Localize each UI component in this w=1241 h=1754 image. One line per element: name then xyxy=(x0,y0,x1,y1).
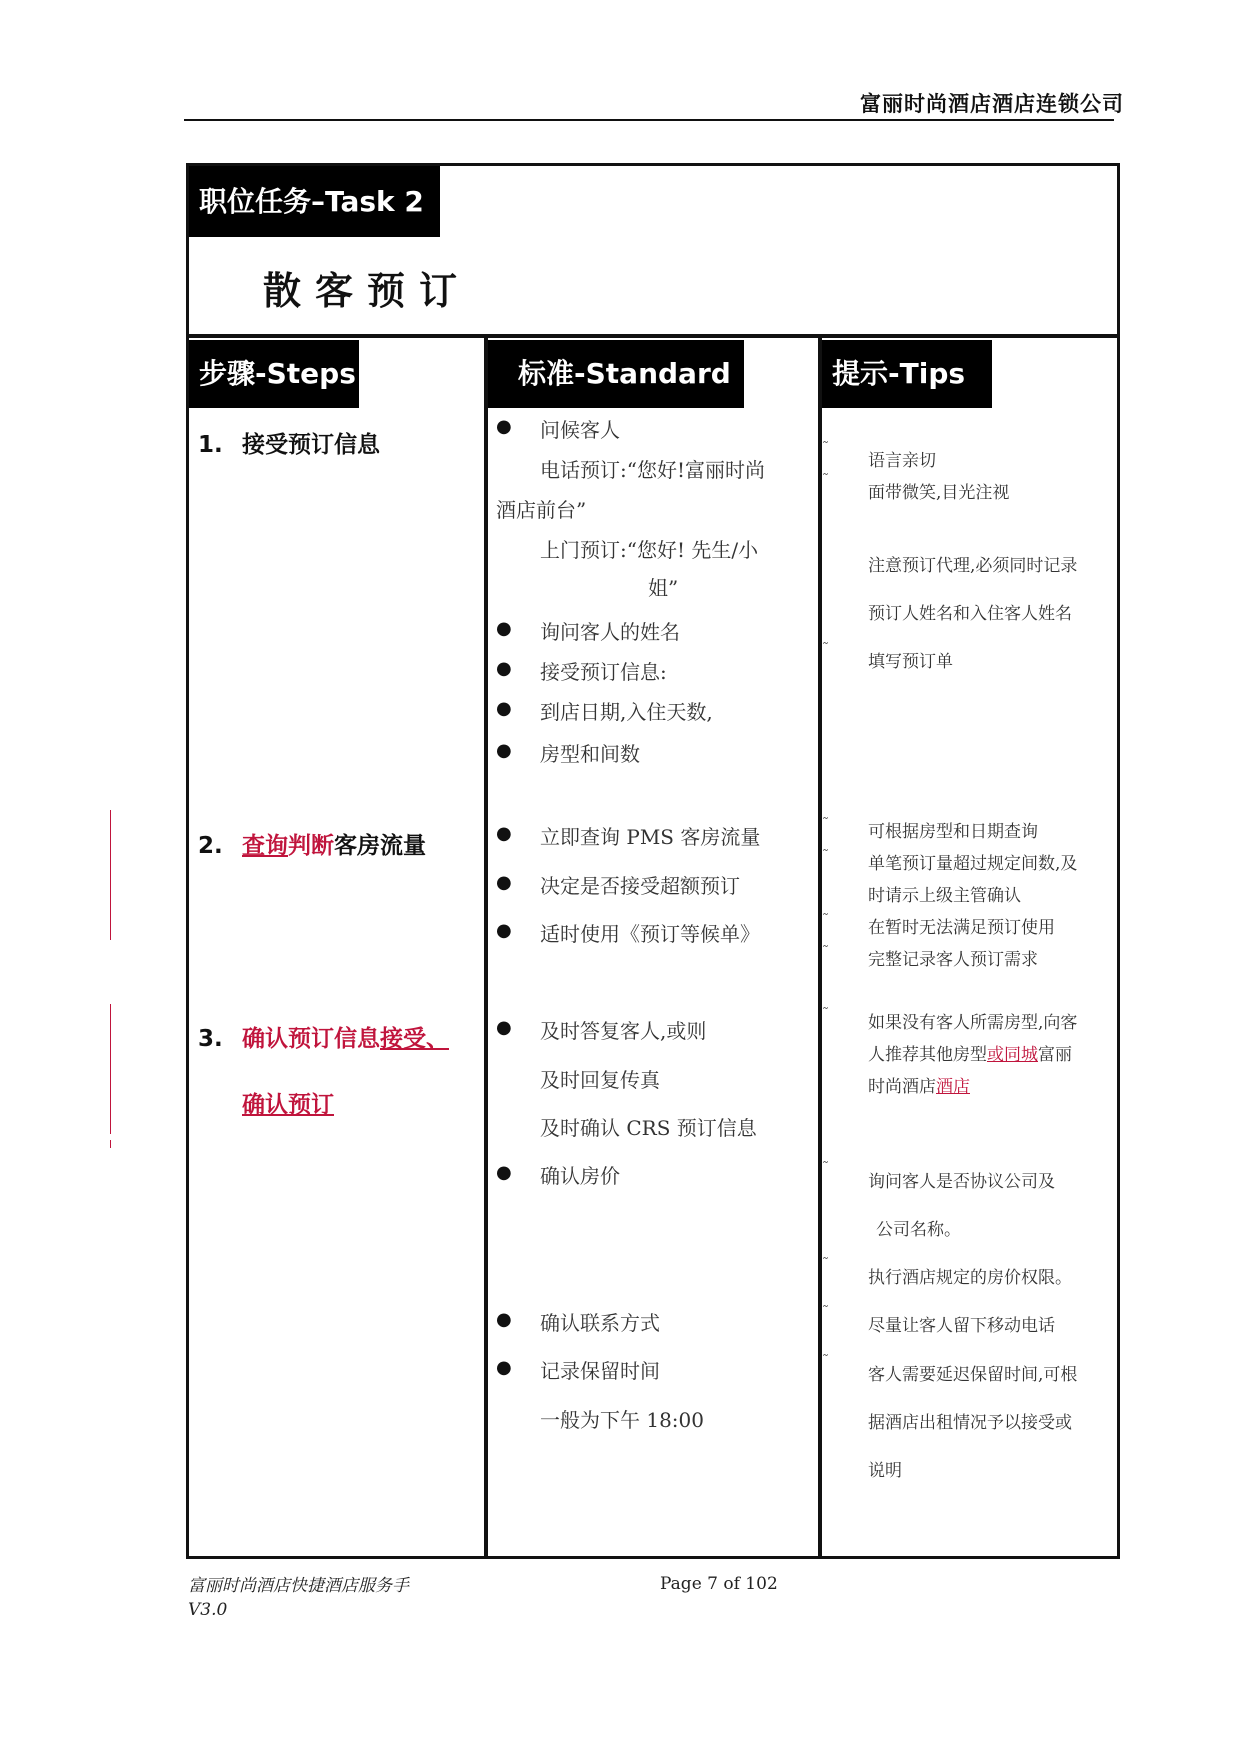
tip-hotel xyxy=(868,1072,970,1097)
tip-rate-authority: 执行酒店规定的房价权限。 xyxy=(868,1268,1072,1288)
standard-rate: 确认房价 xyxy=(540,1164,620,1188)
tip-recommend-c: 富丽 xyxy=(1038,1045,1072,1065)
tick-mark: ˜ xyxy=(822,1160,829,1176)
document-title: 散客预订 xyxy=(263,268,472,313)
tip-hotel-a: 时尚酒店 xyxy=(868,1077,936,1097)
tip-agreement: 询问客人是否协议公司及 xyxy=(868,1172,1055,1192)
tip-exceed: 单笔预订量超过规定间数,及 xyxy=(868,854,1078,874)
tip-recommend-a: 人推荐其他房型 xyxy=(868,1045,987,1065)
step-3-text-b: 接受、 xyxy=(380,1026,449,1052)
tip-record-needs: 完整记录客人预订需求 xyxy=(868,950,1038,970)
tip-hotel-link: 酒店 xyxy=(936,1077,970,1097)
standard-reply: 及时答复客人,或则 xyxy=(540,1019,707,1043)
standard-accept-info: 接受预订信息: xyxy=(540,660,667,684)
bullet-icon: ● xyxy=(496,698,512,719)
standard-column-header: 标准-Standard xyxy=(488,340,744,408)
tip-agent: 注意预订代理,必须同时记录 xyxy=(868,556,1078,576)
standard-room-type: 房型和间数 xyxy=(540,742,640,766)
tick-mark: ˜ xyxy=(822,1353,829,1369)
revision-bar xyxy=(110,1140,111,1148)
tick-mark: ˜ xyxy=(822,1256,829,1272)
standard-fax: 及时回复传真 xyxy=(540,1068,660,1092)
step-2-number: 2. xyxy=(198,833,223,859)
steps-column-header: 步骤-Steps xyxy=(189,340,359,408)
bullet-icon: ● xyxy=(496,1017,512,1038)
tip-explain: 说明 xyxy=(868,1461,902,1481)
standard-arrival-date: 到店日期,入住天数, xyxy=(540,700,713,724)
task-title-box: 职位任务–Task 2 xyxy=(189,166,440,237)
revision-bar xyxy=(110,1004,111,1134)
tick-mark: ˜ xyxy=(822,1006,829,1022)
standard-crs: 及时确认 CRS 预订信息 xyxy=(540,1116,757,1140)
step-3-text-line2: 确认预订 xyxy=(242,1092,334,1118)
step-3-number: 3. xyxy=(198,1026,223,1052)
tips-column-header: 提示-Tips xyxy=(822,340,992,408)
header-rule xyxy=(184,119,1114,121)
tip-smile: 面带微笑,目光注视 xyxy=(868,483,1010,503)
standard-check-pms: 立即查询 PMS 客房流量 xyxy=(540,825,761,849)
standard-visit-line2: 姐” xyxy=(648,576,679,600)
revision-bar xyxy=(110,810,111,940)
bullet-icon: ● xyxy=(496,618,512,639)
standard-visit-line1: 上门预订:“您好! 先生/小 xyxy=(540,538,759,562)
tip-recommend xyxy=(868,1040,1072,1065)
tip-query-room: 可根据房型和日期查询 xyxy=(868,822,1038,842)
bullet-icon: ● xyxy=(496,823,512,844)
standard-hold-default: 一般为下午 18:00 xyxy=(540,1408,704,1432)
tick-mark: ˜ xyxy=(822,848,829,864)
tip-fill-form: 填写预订单 xyxy=(868,652,953,672)
tick-mark: ˜ xyxy=(822,944,829,960)
tip-occupancy: 据酒店出租情况予以接受或 xyxy=(868,1413,1072,1433)
standard-phone-line2: 酒店前台” xyxy=(496,498,587,522)
title-separator xyxy=(186,334,1120,338)
standard-waitlist: 适时使用《预订等候单》 xyxy=(540,922,760,946)
standard-greet: 问候客人 xyxy=(540,418,620,442)
footer-version: V3.0 xyxy=(188,1600,228,1620)
step-2-judge: 判断 xyxy=(288,833,334,859)
tip-recommend-link: 或同城 xyxy=(987,1045,1038,1065)
tip-mobile: 尽量让客人留下移动电话 xyxy=(868,1316,1055,1336)
tick-mark: ˜ xyxy=(822,440,829,456)
bullet-icon: ● xyxy=(496,416,512,437)
bullet-icon: ● xyxy=(496,1357,512,1378)
tip-extend: 客人需要延迟保留时间,可根 xyxy=(868,1365,1078,1385)
tip-supervisor: 时请示上级主管确认 xyxy=(868,886,1021,906)
tip-no-room: 如果没有客人所需房型,向客 xyxy=(868,1013,1078,1033)
step-2 xyxy=(198,827,426,860)
standard-hold-time: 记录保留时间 xyxy=(540,1359,660,1383)
footer-manual-name: 富丽时尚酒店快捷酒店服务手 xyxy=(188,1576,409,1596)
bullet-icon: ● xyxy=(496,658,512,679)
tip-company-name: 公司名称。 xyxy=(876,1220,961,1240)
step-3 xyxy=(198,1020,449,1053)
standard-ask-name: 询问客人的姓名 xyxy=(540,620,680,644)
step-1 xyxy=(198,426,380,459)
bullet-icon: ● xyxy=(496,872,512,893)
column-divider-1 xyxy=(484,337,488,1559)
step-1-number: 1. xyxy=(198,432,223,458)
step-2-text: 客房流量 xyxy=(334,833,426,859)
tick-mark: ˜ xyxy=(822,472,829,488)
company-name: 富丽时尚酒店酒店连锁公司 xyxy=(860,92,1124,116)
tick-mark: ˜ xyxy=(822,912,829,928)
tick-mark: ˜ xyxy=(822,1304,829,1320)
bullet-icon: ● xyxy=(496,740,512,761)
tip-unavailable: 在暂时无法满足预订使用 xyxy=(868,918,1055,938)
footer-page-number: Page 7 of 102 xyxy=(660,1574,778,1594)
standard-overbooking: 决定是否接受超额预订 xyxy=(540,874,740,898)
tip-friendly: 语言亲切 xyxy=(868,451,936,471)
standard-contact: 确认联系方式 xyxy=(540,1311,660,1335)
tick-mark: ˜ xyxy=(822,816,829,832)
step-1-text: 接受预订信息 xyxy=(242,432,380,458)
bullet-icon: ● xyxy=(496,1162,512,1183)
bullet-icon: ● xyxy=(496,1309,512,1330)
tick-mark: ˜ xyxy=(822,641,829,657)
step-2-query: 查询 xyxy=(242,833,288,859)
step-3-text-a: 确认预订信息 xyxy=(242,1026,380,1052)
standard-phone-line1: 电话预订:“您好!富丽时尚 xyxy=(540,458,765,482)
tip-names: 预订人姓名和入住客人姓名 xyxy=(868,604,1072,624)
footer-manual-title xyxy=(188,1574,409,1622)
bullet-icon: ● xyxy=(496,920,512,941)
